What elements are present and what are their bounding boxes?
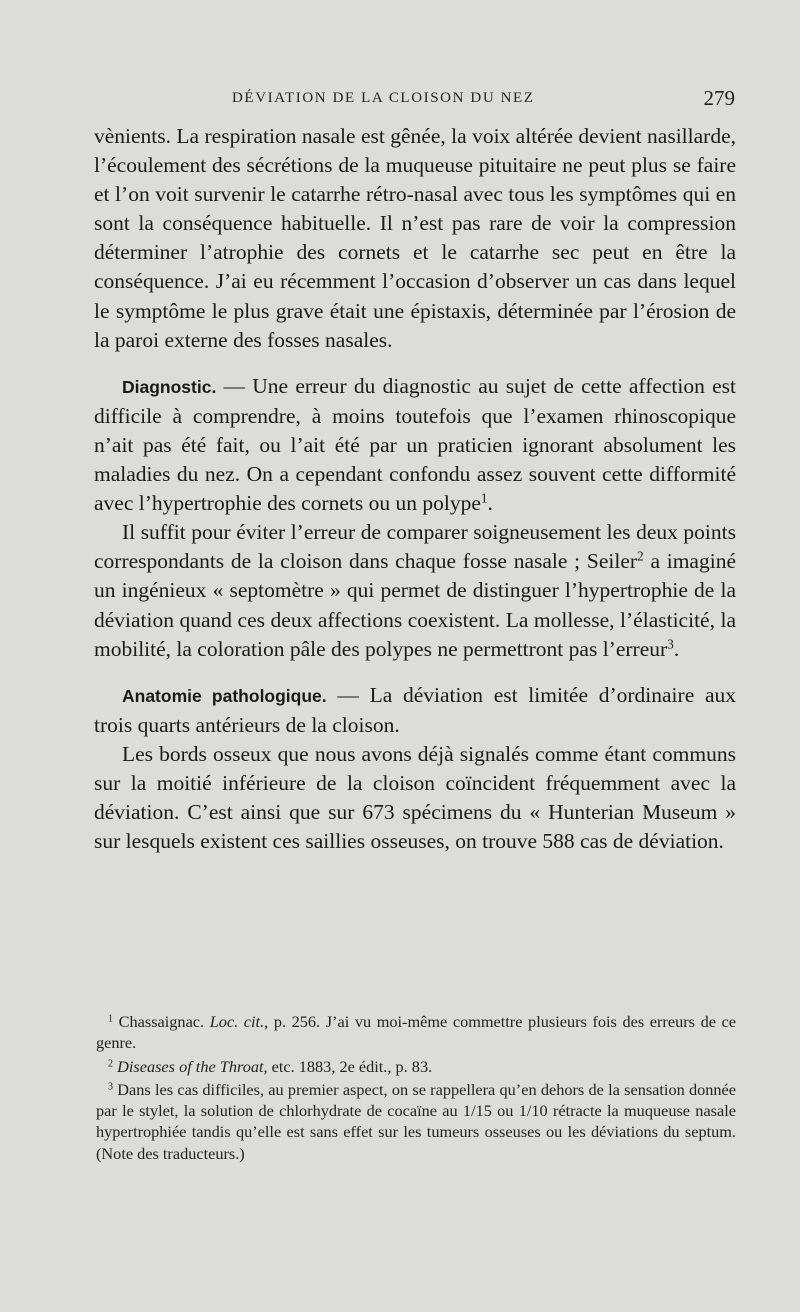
page-header xyxy=(95,88,735,118)
footnote-3 xyxy=(96,1079,736,1164)
period: . xyxy=(673,636,680,661)
paragraph-anatomie xyxy=(94,681,736,740)
anatomie-text: — La déviation est limitée d’ordinaire aux trois quarts antérieurs de la cloison. xyxy=(94,682,736,737)
footnote-italic: Loc. cit. xyxy=(209,1012,265,1031)
paragraph-seiler xyxy=(94,518,736,663)
page-number: 279 xyxy=(703,86,735,110)
paragraph-bords-osseux: Les bords osseux que nous avons déjà signalés comme étant communs sur la moitié inférieure de la cloison coïncident fréquemment avec la déviation. C’est ainsi que sur 673 spécimens du « Hunterian Museum » sur lesquels existent ces saillies osseuses, on trouve 588 cas de déviation. xyxy=(94,741,736,854)
heading-anatomie: Anatomie pathologique. xyxy=(122,685,327,706)
footnote-marker: 1 xyxy=(108,1013,114,1025)
paragraph-diagnostic xyxy=(94,372,736,518)
footnote-2 xyxy=(96,1056,736,1077)
footnote-ref-3[interactable]: 3 xyxy=(667,636,674,652)
footnote-text: Dans les cas difficiles, au premier aspect, on se rappellera qu’en dehors de la sensation donnée par le stylet, la solution de chlorhydrate de cocaïne au 1/15 ou 1/10 rétracte la muqueuse nasale hypertrophiée tandis qu’elle est sans effet sur les tumeurs osseuses ou les déviations du septum. (Note des traducteurs.) xyxy=(96,1079,736,1163)
main-text xyxy=(94,122,736,856)
period: . xyxy=(487,491,493,516)
heading-diagnostic: Diagnostic. xyxy=(122,376,217,397)
diagnostic-text: — Une erreur du diagnostic au sujet de cette affection est difficile à comprendre, à moins toutefois que l’examen rhinoscopique n’ait pas été fait, ou l’ait été par un praticien ignorant absolument les maladies du nez. On a cependant confondu assez souvent cette difformité avec l’hypertrophie des cornets ou un polype xyxy=(94,373,736,516)
footnote-text: , etc. 1883, 2e édit., p. 83. xyxy=(263,1056,433,1076)
seiler-text-a: Il suffit pour éviter l’erreur de comparer soigneusement les deux points correspondants de la cloison dans chaque fosse nasale ; Seiler xyxy=(94,520,736,574)
paragraph-symptoms: vènients. La respiration nasale est gênée, la voix altérée devient nasillarde, l’écoulement des sécrétions de la muqueuse pituitaire ne peut plus se faire et l’on voit survenir le catarrhe rétro-nasal avec tous les symptômes qui en sont la conséquence habituelle. Il n’est pas rare de voir la compression déterminer l’atrophie des cornets et le catarrhe sec peut en être la conséquence. J’ai eu récemment l’occasion d’observer un cas dans lequel le symptôme le plus grave était une épistaxis, déterminée par l’érosion de la paroi externe des fosses nasales. xyxy=(94,124,736,352)
footnotes xyxy=(96,1011,736,1166)
footnote-1 xyxy=(96,1011,736,1054)
seiler-text-b: a imaginé un ingénieux « septomètre » qui permet de distinguer l’hypertrophie de la déviation quand ces deux affections coexistent. La mollesse, l’élasticité, la mobilité, la coloration pâle des polypes ne permettront pas l’erreur xyxy=(94,549,736,661)
footnote-marker: 3 xyxy=(108,1081,114,1093)
running-title: DÉVIATION DE LA CLOISON DU NEZ xyxy=(232,90,535,106)
footnote-ref-1[interactable]: 1 xyxy=(480,490,488,506)
footnote-marker: 2 xyxy=(108,1058,114,1070)
footnote-ref-2[interactable]: 2 xyxy=(637,548,644,564)
footnote-italic: Diseases of the Throat xyxy=(113,1056,264,1076)
footnote-text: , p. 256. J’ai vu moi-même commettre plusieurs fois des erreurs de ce genre. xyxy=(96,1012,736,1053)
footnote-text: Chassaignac. xyxy=(113,1012,210,1031)
